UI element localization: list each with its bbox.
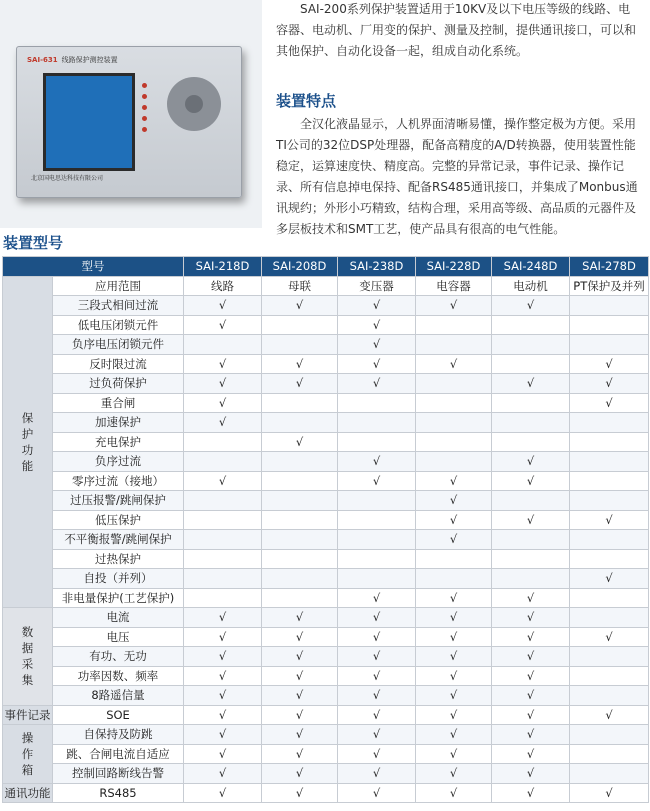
check-mark: √ xyxy=(262,686,338,706)
device-photo xyxy=(0,0,262,228)
check-mark: √ xyxy=(262,354,338,374)
check-mark: √ xyxy=(184,764,262,784)
check-mark: √ xyxy=(338,627,416,647)
function-name: 过热保护 xyxy=(53,549,184,569)
check-mark xyxy=(570,764,649,784)
table-row xyxy=(3,686,649,706)
function-name: 不平衡报警/跳闸保护 xyxy=(53,530,184,550)
check-mark xyxy=(262,315,338,335)
check-mark xyxy=(492,315,570,335)
check-mark xyxy=(570,725,649,745)
check-mark: √ xyxy=(184,647,262,667)
check-mark: √ xyxy=(492,588,570,608)
function-name: RS485 xyxy=(53,783,184,803)
intro-paragraph: SAI-200系列保护装置适用于10KV及以下电压等级的线路、电容器、电动机、厂用变的保护、测量及控制，提供通讯接口，可以和其他保护、自动化设备一起，组成自动化系统。 xyxy=(276,2,637,58)
check-mark xyxy=(570,666,649,686)
check-mark: √ xyxy=(338,296,416,316)
check-mark: √ xyxy=(262,705,338,725)
check-mark xyxy=(570,471,649,491)
check-mark xyxy=(416,549,492,569)
category-label: 数 据 采 集 xyxy=(3,608,53,706)
check-mark xyxy=(492,393,570,413)
table-row xyxy=(3,608,649,628)
check-mark: √ xyxy=(338,471,416,491)
check-mark xyxy=(262,588,338,608)
check-mark: √ xyxy=(338,452,416,472)
check-mark xyxy=(262,491,338,511)
function-name: 零序过流（接地） xyxy=(53,471,184,491)
check-mark: √ xyxy=(492,510,570,530)
check-mark: √ xyxy=(492,705,570,725)
table-row xyxy=(3,705,649,725)
protection-device xyxy=(16,46,242,198)
device-panel-label: SAI-631 线路保护测控装置 xyxy=(27,56,118,64)
model-header-label: 型号 xyxy=(3,257,184,277)
check-mark xyxy=(184,335,262,355)
check-mark: √ xyxy=(492,471,570,491)
check-mark: √ xyxy=(416,510,492,530)
table-header-row xyxy=(3,257,649,277)
check-mark: √ xyxy=(416,647,492,667)
function-name: SOE xyxy=(53,705,184,725)
table-row xyxy=(3,413,649,433)
check-mark xyxy=(184,569,262,589)
check-mark xyxy=(262,510,338,530)
function-name: 非电量保护(工艺保护) xyxy=(53,588,184,608)
table-row xyxy=(3,393,649,413)
check-mark xyxy=(416,569,492,589)
check-mark xyxy=(338,393,416,413)
table-row xyxy=(3,432,649,452)
check-mark xyxy=(570,296,649,316)
check-mark: √ xyxy=(492,452,570,472)
indicator-leds xyxy=(142,83,147,138)
application-cell: 线路 xyxy=(184,276,262,296)
check-mark xyxy=(570,608,649,628)
check-mark: √ xyxy=(338,686,416,706)
function-name: 应用范围 xyxy=(53,276,184,296)
check-mark xyxy=(262,530,338,550)
check-mark: √ xyxy=(338,725,416,745)
function-name: 重合闸 xyxy=(53,393,184,413)
table-row xyxy=(3,549,649,569)
check-mark xyxy=(338,530,416,550)
check-mark: √ xyxy=(184,744,262,764)
check-mark xyxy=(570,413,649,433)
check-mark: √ xyxy=(570,354,649,374)
check-mark xyxy=(262,569,338,589)
check-mark: √ xyxy=(570,705,649,725)
model-name: SAI-238D xyxy=(338,257,416,277)
function-name: 自投（并列） xyxy=(53,569,184,589)
check-mark: √ xyxy=(338,374,416,394)
check-mark: √ xyxy=(184,374,262,394)
table-row xyxy=(3,627,649,647)
check-mark xyxy=(570,491,649,511)
check-mark: √ xyxy=(262,374,338,394)
table-row xyxy=(3,335,649,355)
check-mark xyxy=(262,452,338,472)
led-icon xyxy=(142,105,147,110)
models-heading: 装置型号 xyxy=(3,234,64,252)
check-mark: √ xyxy=(416,783,492,803)
check-mark xyxy=(338,491,416,511)
check-mark xyxy=(570,335,649,355)
function-name: 电流 xyxy=(53,608,184,628)
function-name: 有功、无功 xyxy=(53,647,184,667)
check-mark xyxy=(184,530,262,550)
table-row xyxy=(3,315,649,335)
function-name: 跳、合闸电流自适应 xyxy=(53,744,184,764)
table-row xyxy=(3,530,649,550)
category-label: 操 作 箱 xyxy=(3,725,53,784)
check-mark xyxy=(416,335,492,355)
function-name: 低电压闭锁元件 xyxy=(53,315,184,335)
check-mark: √ xyxy=(262,627,338,647)
check-mark: √ xyxy=(416,686,492,706)
check-mark: √ xyxy=(492,608,570,628)
check-mark: √ xyxy=(492,725,570,745)
check-mark xyxy=(492,335,570,355)
function-name: 控制回路断线告警 xyxy=(53,764,184,784)
function-name: 8路遥信量 xyxy=(53,686,184,706)
table-row xyxy=(3,296,649,316)
check-mark: √ xyxy=(492,296,570,316)
check-mark xyxy=(492,432,570,452)
model-spec-table xyxy=(2,256,649,803)
table-row xyxy=(3,764,649,784)
check-mark xyxy=(184,549,262,569)
check-mark xyxy=(570,549,649,569)
check-mark xyxy=(570,686,649,706)
led-icon xyxy=(142,83,147,88)
check-mark: √ xyxy=(184,666,262,686)
check-mark xyxy=(570,315,649,335)
check-mark: √ xyxy=(416,471,492,491)
table-row xyxy=(3,374,649,394)
check-mark: √ xyxy=(416,491,492,511)
check-mark xyxy=(570,588,649,608)
check-mark: √ xyxy=(570,569,649,589)
check-mark xyxy=(262,335,338,355)
model-name: SAI-218D xyxy=(184,257,262,277)
check-mark: √ xyxy=(416,588,492,608)
check-mark: √ xyxy=(262,744,338,764)
table-row xyxy=(3,471,649,491)
features-heading: 装置特点 xyxy=(276,92,337,110)
category-label: 事件记录 xyxy=(3,705,53,725)
check-mark: √ xyxy=(492,686,570,706)
application-cell: 变压器 xyxy=(338,276,416,296)
check-mark xyxy=(416,393,492,413)
check-mark xyxy=(416,315,492,335)
check-mark: √ xyxy=(262,296,338,316)
check-mark xyxy=(492,530,570,550)
check-mark: √ xyxy=(338,783,416,803)
application-cell: 电动机 xyxy=(492,276,570,296)
application-cell: 母联 xyxy=(262,276,338,296)
led-icon xyxy=(142,94,147,99)
check-mark xyxy=(262,549,338,569)
check-mark: √ xyxy=(570,783,649,803)
function-name: 反时限过流 xyxy=(53,354,184,374)
check-mark: √ xyxy=(262,608,338,628)
check-mark: √ xyxy=(492,647,570,667)
table-row xyxy=(3,666,649,686)
check-mark: √ xyxy=(492,783,570,803)
check-mark xyxy=(338,432,416,452)
check-mark: √ xyxy=(184,354,262,374)
check-mark: √ xyxy=(416,354,492,374)
check-mark: √ xyxy=(338,764,416,784)
check-mark: √ xyxy=(570,510,649,530)
function-name: 加速保护 xyxy=(53,413,184,433)
function-name: 充电保护 xyxy=(53,432,184,452)
check-mark xyxy=(262,393,338,413)
check-mark: √ xyxy=(262,647,338,667)
check-mark: √ xyxy=(338,608,416,628)
function-name: 低压保护 xyxy=(53,510,184,530)
check-mark: √ xyxy=(184,296,262,316)
check-mark: √ xyxy=(416,296,492,316)
category-label: 保 护 功 能 xyxy=(3,276,53,608)
features-paragraph: 全汉化液晶显示，人机界面清晰易懂，操作整定极为方便。采用TI公司的32位DSP处理器，配备高精度的A/D转换器，使用装置性能稳定，运算速度快、精度高。完整的异常记录，事件记录、操作记录、所有信息掉电保持、配备RS485通讯接口，并集成了Monbus通讯规约；外形小巧精致，结构合理，采用高等级、高品质的元器件及多层板技术和SMT工艺，使产品具有很高的电气性能。 xyxy=(276,117,638,236)
check-mark: √ xyxy=(338,315,416,335)
model-name: SAI-248D xyxy=(492,257,570,277)
check-mark: √ xyxy=(184,686,262,706)
check-mark xyxy=(492,569,570,589)
check-mark xyxy=(416,452,492,472)
function-name: 负序过流 xyxy=(53,452,184,472)
led-icon xyxy=(142,127,147,132)
function-name: 功率因数、频率 xyxy=(53,666,184,686)
table-row xyxy=(3,569,649,589)
check-mark: √ xyxy=(492,764,570,784)
check-mark: √ xyxy=(338,335,416,355)
function-name: 负序电压闭锁元件 xyxy=(53,335,184,355)
check-mark: √ xyxy=(262,432,338,452)
check-mark: √ xyxy=(570,374,649,394)
check-mark: √ xyxy=(570,627,649,647)
check-mark: √ xyxy=(262,725,338,745)
check-mark: √ xyxy=(416,744,492,764)
table-row xyxy=(3,647,649,667)
check-mark: √ xyxy=(338,705,416,725)
check-mark xyxy=(492,354,570,374)
check-mark: √ xyxy=(338,588,416,608)
check-mark xyxy=(338,510,416,530)
table-row xyxy=(3,783,649,803)
check-mark xyxy=(184,432,262,452)
check-mark: √ xyxy=(184,315,262,335)
check-mark xyxy=(416,374,492,394)
check-mark: √ xyxy=(338,744,416,764)
check-mark: √ xyxy=(416,608,492,628)
check-mark: √ xyxy=(184,471,262,491)
table-row xyxy=(3,510,649,530)
table-row xyxy=(3,452,649,472)
check-mark xyxy=(262,413,338,433)
check-mark xyxy=(492,549,570,569)
function-name: 过压报警/跳闸保护 xyxy=(53,491,184,511)
check-mark: √ xyxy=(492,627,570,647)
check-mark xyxy=(492,491,570,511)
function-name: 电压 xyxy=(53,627,184,647)
led-icon xyxy=(142,116,147,121)
table-row xyxy=(3,276,649,296)
check-mark xyxy=(184,452,262,472)
function-name: 自保持及防跳 xyxy=(53,725,184,745)
check-mark: √ xyxy=(338,666,416,686)
model-name: SAI-278D xyxy=(570,257,649,277)
check-mark xyxy=(338,549,416,569)
lcd-screen xyxy=(43,73,135,171)
application-cell: PT保护及并列 xyxy=(570,276,649,296)
check-mark: √ xyxy=(492,744,570,764)
check-mark: √ xyxy=(184,393,262,413)
table-row xyxy=(3,744,649,764)
check-mark: √ xyxy=(416,666,492,686)
check-mark xyxy=(570,647,649,667)
check-mark: √ xyxy=(184,413,262,433)
check-mark: √ xyxy=(416,705,492,725)
check-mark: √ xyxy=(184,608,262,628)
check-mark: √ xyxy=(184,627,262,647)
check-mark: √ xyxy=(184,705,262,725)
check-mark: √ xyxy=(416,764,492,784)
check-mark xyxy=(492,413,570,433)
check-mark xyxy=(262,471,338,491)
table-row xyxy=(3,588,649,608)
check-mark: √ xyxy=(492,374,570,394)
check-mark xyxy=(570,452,649,472)
check-mark: √ xyxy=(338,354,416,374)
check-mark: √ xyxy=(338,647,416,667)
check-mark xyxy=(184,491,262,511)
check-mark: √ xyxy=(262,783,338,803)
navigation-keypad xyxy=(167,77,221,131)
check-mark: √ xyxy=(570,393,649,413)
check-mark: √ xyxy=(492,666,570,686)
check-mark: √ xyxy=(416,725,492,745)
check-mark xyxy=(570,744,649,764)
check-mark xyxy=(570,432,649,452)
check-mark: √ xyxy=(262,764,338,784)
table-body xyxy=(3,276,649,803)
check-mark: √ xyxy=(262,666,338,686)
category-label: 通讯功能 xyxy=(3,783,53,803)
application-cell: 电容器 xyxy=(416,276,492,296)
table-row xyxy=(3,725,649,745)
check-mark xyxy=(416,413,492,433)
function-name: 三段式相间过流 xyxy=(53,296,184,316)
check-mark xyxy=(338,413,416,433)
model-name: SAI-208D xyxy=(262,257,338,277)
check-mark: √ xyxy=(184,783,262,803)
check-mark: √ xyxy=(184,725,262,745)
table-row xyxy=(3,354,649,374)
check-mark xyxy=(338,569,416,589)
check-mark xyxy=(184,588,262,608)
model-name: SAI-228D xyxy=(416,257,492,277)
check-mark xyxy=(184,510,262,530)
table-row xyxy=(3,491,649,511)
function-name: 过负荷保护 xyxy=(53,374,184,394)
check-mark xyxy=(416,432,492,452)
check-mark xyxy=(570,530,649,550)
check-mark: √ xyxy=(416,627,492,647)
device-maker-label: 北京国电思达科技有限公司 xyxy=(31,175,104,182)
check-mark: √ xyxy=(416,530,492,550)
